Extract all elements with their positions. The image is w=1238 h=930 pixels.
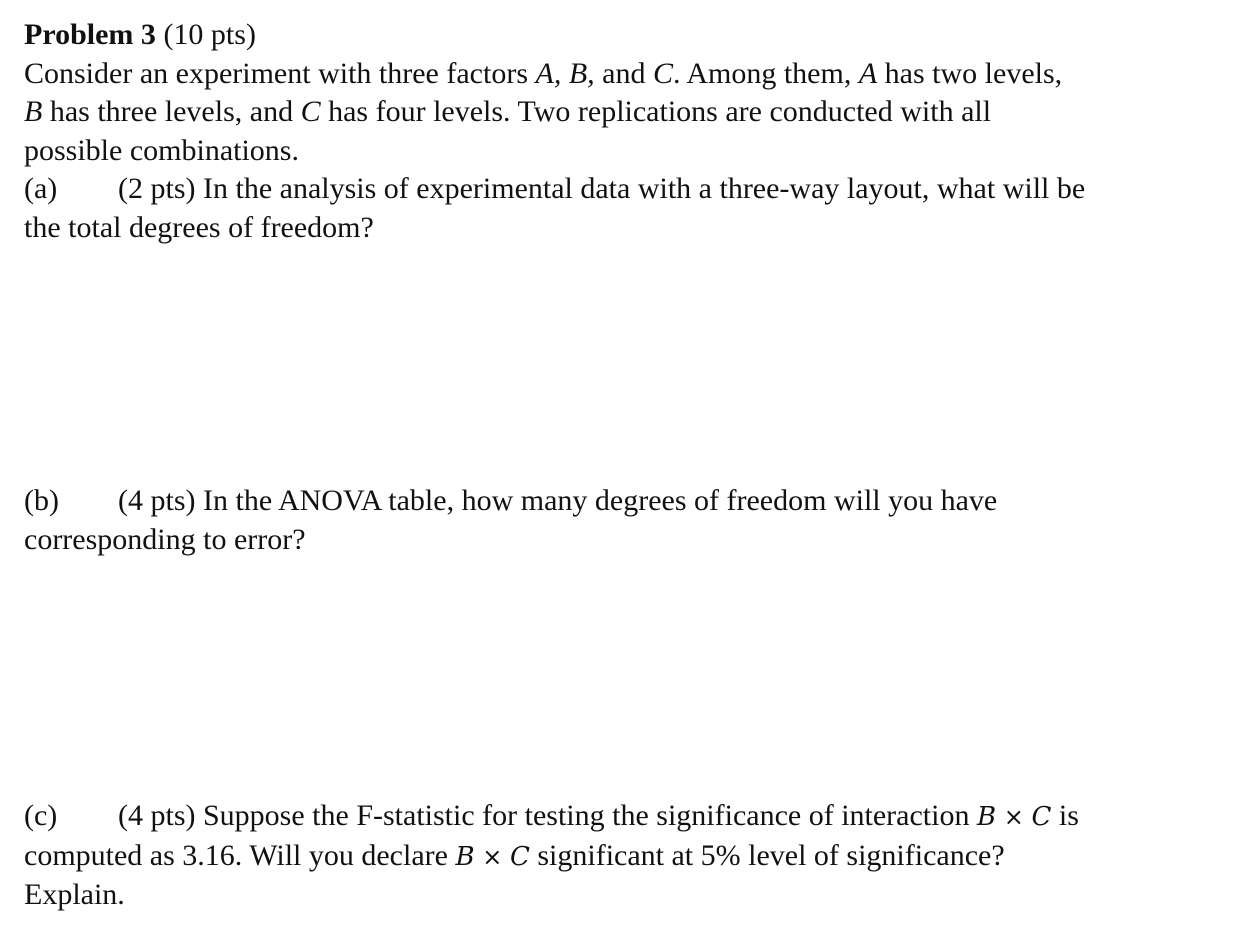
math-b: B [455,841,475,872]
math-c: C [509,841,530,872]
part-b-line-2: corresponding to error? [24,522,306,556]
factor-a: A [858,56,878,90]
intro-line-3: possible combinations. [24,133,299,167]
part-c-text: is [1051,799,1079,832]
part-a-text: (2 pts) In the analysis of experimental data with a three-way layout, what will be [118,172,1086,205]
part-b-text: (4 pts) In the ANOVA table, how many degrees of freedom will you have [118,484,998,517]
part-a-line-1 [24,170,1224,209]
part-b-label: (b) [24,484,59,517]
part-a-line-2: the total degrees of freedom? [24,210,374,244]
part-c [24,797,1224,915]
part-c-text: significant at 5% level of significance? [529,838,1005,872]
factor-b: B [24,95,43,128]
problem-title-line [24,16,1224,55]
intro-line-2 [24,93,1224,132]
intro-text: and [594,56,653,90]
factor-a: A, [535,56,562,90]
part-c-line-1 [24,797,1224,837]
intro-text: . Among them, [673,56,859,90]
times-symbol: × [474,842,510,871]
part-b-line-1 [24,482,1224,521]
part-c-line-2 [24,837,1224,877]
factor-b: B, [568,56,595,90]
part-b [24,482,1224,559]
factor-c: C [652,56,673,90]
intro-text: has four levels. Two replications are conducted with all [320,95,992,128]
problem-header [24,16,1224,247]
part-c-label: (c) [24,799,58,832]
part-a-label: (a) [24,172,58,205]
problem-points: (10 pts) [163,18,256,51]
math-c: C [1031,802,1052,832]
times-symbol: × [996,803,1032,831]
intro-text: has three levels, and [42,95,301,128]
intro-text: Consider an experiment with three factors [24,56,536,90]
problem-title: Problem 3 [24,18,156,51]
math-b: B [976,802,997,832]
intro-text [561,57,569,90]
part-c-text: computed as 3.16. Will you declare [24,838,456,872]
intro-text: has two levels, [877,56,1063,90]
part-c-line-3: Explain. [24,878,125,911]
intro-line-1 [24,55,1224,94]
factor-c: C [300,95,321,128]
part-c-text: (4 pts) Suppose the F-statistic for testing the significance of interaction [118,799,977,832]
